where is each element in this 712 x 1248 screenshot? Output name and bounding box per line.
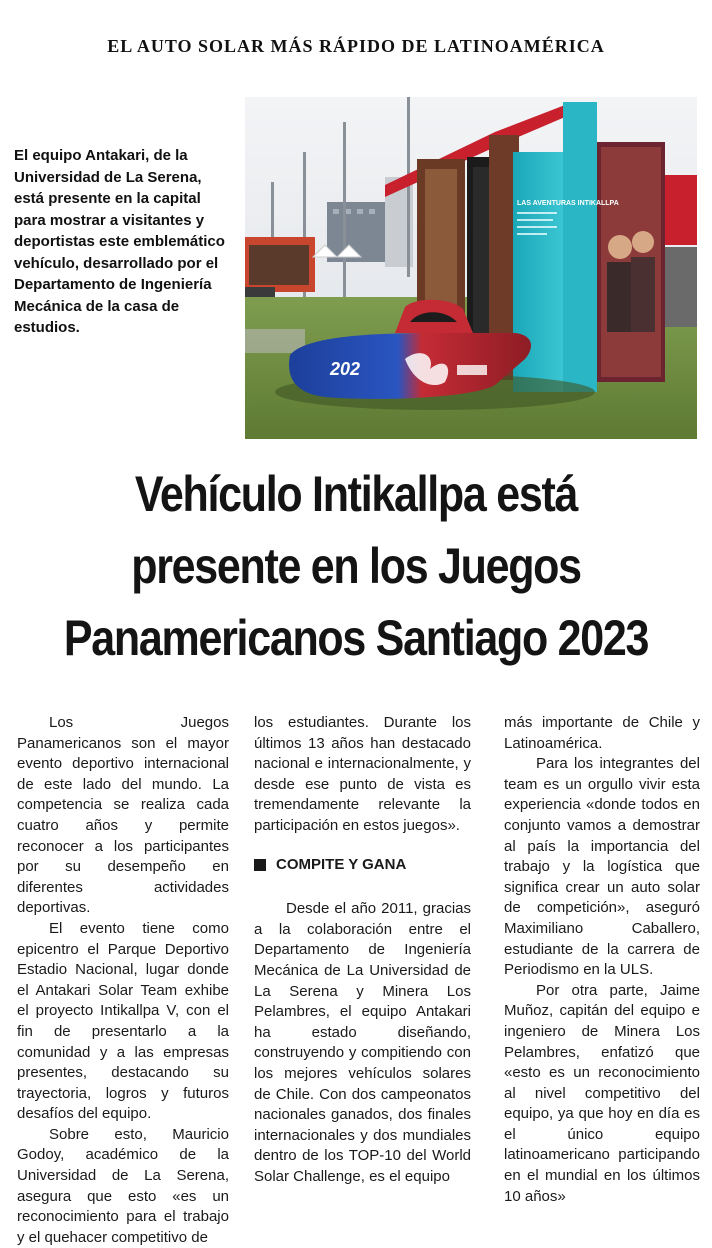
booth-sign-text: LAS AVENTURAS INTIKALLPA: [517, 200, 619, 207]
article-photo: [245, 97, 697, 439]
body-column-1: [17, 713, 229, 1248]
body-column-2: [254, 713, 471, 1187]
body-column-3: [504, 713, 700, 1207]
paragraph: los estudiantes. Durante los últimos 13 años han destacado nacional e internacionalmente, y desde ese punto de vista es tremendamente relevante la participación en estos juegos».: [254, 714, 471, 834]
kicker-title: EL AUTO SOLAR MÁS RÁPIDO DE LATINOAMÉRICA: [107, 36, 605, 56]
paragraph: Sobre esto, Mauricio Godoy, académico de la Universidad de La Serena, asegura que esto «es un reconocimiento para el trabajo y el quehacer competitivo de: [17, 1125, 229, 1246]
paragraph: Los Juegos Panamericanos son el mayor evento deportivo internacional de este lado del mundo. La competencia se realiza cada cuatro años y permite reconocer a los participantes por su desempeño en diferentes actividades deportivas.: [17, 714, 229, 917]
square-bullet-icon: [254, 859, 266, 871]
headline-line-1: Vehículo Intikallpa está: [134, 466, 578, 522]
car-number-text: 202: [330, 359, 361, 379]
paragraph: Para los integrantes del team es un orgullo vivir esta experiencia «donde todos en conjunto vamos a demostrar al país la importancia del trabajo y la logística que significa crear un auto solar de competición», aseguró Maximiliano Caballero, estudiante de la carrera de Periodismo en la ULS.: [504, 755, 700, 979]
headline-line-2: presente en los Juegos: [131, 538, 581, 594]
headline: [50, 458, 662, 674]
headline-line-3: Panamericanos Santiago 2023: [63, 610, 649, 666]
solar-car-photo: [245, 97, 697, 439]
paragraph: El evento tiene como epicentro el Parque Deportivo Estadio Nacional, lugar donde el Antakari Solar Team exhibe el proyecto Intikallpa V, con el fin de presentarlo a la comunidad y a las empresas presentes, destacando su trayectoria, logros y futuros desafíos del equipo.: [17, 919, 229, 1123]
paragraph: Por otra parte, Jaime Muñoz, capitán del equipo e ingeniero de Minera Los Pelambres, enfatizó que «esto es un reconocimiento al nivel competitivo del equipo, ya que hoy en día es el único equipo latinoamericano participando en el mundial en los últimos 10 años»: [504, 981, 700, 1205]
paragraph: más importante de Chile y Latinoamérica.: [504, 714, 700, 752]
subhead-text: COMPITE Y GANA: [276, 855, 407, 873]
section-subhead: [254, 855, 471, 876]
photo-caption: El equipo Antakari, de la Universidad de La Serena, está presente en la capital para mostrar a visitantes y deportistas este emblemático vehículo, desarrollado por el Departamento de Ingeniería Mecánica de la casa de estudios.: [14, 147, 225, 336]
paragraph: Desde el año 2011, gracias a la colaboración entre el Departamento de Ingeniería Mecánica de La Universidad de La Serena y Minera Los Pelambres, el equipo Antakari ha estado diseñando, construyendo y compitiendo con los mejores vehículos solares de Chile. Con dos campeonatos nacionales ganados, dos finales internacionales y dos mundiales dentro de los TOP-10 del World Solar Challenge, es el equipo: [254, 900, 471, 1185]
